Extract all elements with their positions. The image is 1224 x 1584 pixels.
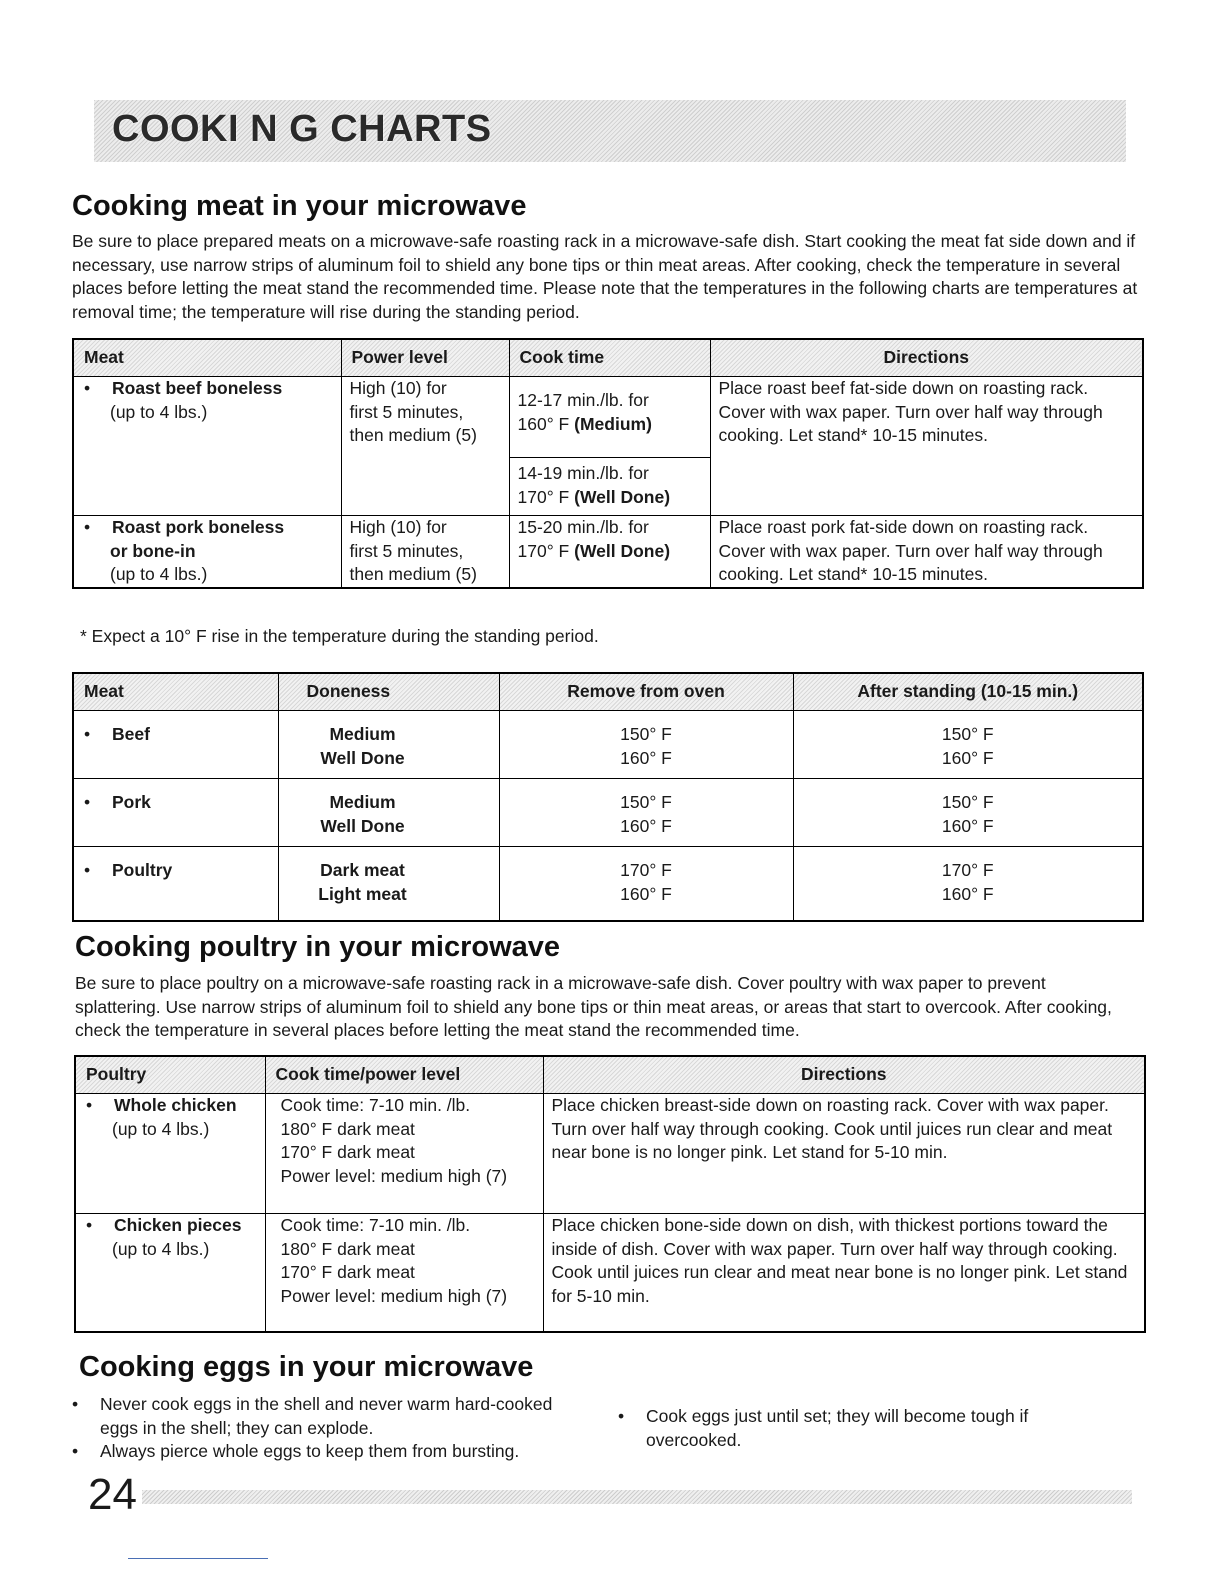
- meat-cell: [73, 847, 278, 921]
- cook-doneness: (Well Done): [574, 486, 671, 507]
- table-header-row: [75, 1056, 1145, 1094]
- cook-line: Power level: medium high (7): [280, 1165, 508, 1186]
- power-level-cell: [341, 377, 509, 516]
- egg-tip: Cook eggs just until set; they will become tough if overcooked.: [646, 1406, 1029, 1450]
- poultry-heading: Cooking poultry in your microwave: [75, 931, 561, 963]
- temp-value: 160° F: [941, 883, 994, 904]
- meat-cooking-table: [72, 338, 1144, 589]
- cook-time-cell: [265, 1094, 543, 1214]
- col-header-remove-from-oven: Remove from oven: [499, 673, 793, 711]
- temp-value: 160° F: [941, 815, 994, 836]
- power-line: then medium (5): [349, 564, 477, 584]
- col-header-after-standing: After standing (10-15 min.): [793, 673, 1143, 711]
- cook-time-line: 15-20 min./lb. for: [517, 517, 649, 537]
- temp-value: 150° F: [620, 724, 672, 744]
- cook-line: 170° F dark meat: [280, 1262, 415, 1282]
- standing-temperature-table: [72, 672, 1144, 922]
- after-temp-cell: [793, 847, 1143, 921]
- doneness-value: Medium: [329, 792, 396, 812]
- cook-line: Power level: medium high (7): [280, 1285, 508, 1306]
- cook-line: Cook time: 7-10 min. /lb.: [280, 1095, 471, 1115]
- bullet-icon: •: [84, 724, 91, 744]
- power-level-cell: [341, 516, 509, 588]
- poultry-item-weight: (up to 4 lbs.): [112, 1238, 210, 1259]
- poultry-intro: Be sure to place poultry on a microwave-safe roasting rack in a microwave-safe dish. Cover poultry with wax paper to prevent splattering. Use narrow strips of aluminum foil to shield any bone tips or thin meat areas, or areas that start to overcook. After cooking, check the temperature in several places before letting the meat stand the recommended time.: [75, 973, 1112, 1040]
- cook-line: Cook time: 7-10 min. /lb.: [280, 1215, 471, 1235]
- list-item: [72, 1393, 572, 1440]
- bullet-icon: •: [84, 860, 91, 880]
- doneness-value: Dark meat: [320, 860, 405, 880]
- bullet-icon: •: [84, 378, 91, 398]
- table-row: [73, 779, 1143, 847]
- cook-line: 180° F dark meat: [280, 1238, 415, 1259]
- doneness-value: Light meat: [318, 883, 407, 904]
- power-line: then medium (5): [349, 425, 477, 445]
- temp-value: 150° F: [941, 724, 994, 744]
- meat-intro: Be sure to place prepared meats on a microwave-safe roasting rack in a microwave-safe dish. Start cooking the meat fat side down and if necessary, use narrow strips of aluminum foil to shield any bone tips or thin meat areas. After cooking, check the temperature in several places before letting the meat stand the recommended time. Please note that the temperatures in the following charts are temperatures at removal time; the temperature will rise during the standing period.: [72, 231, 1138, 322]
- temp-value: 150° F: [941, 792, 994, 812]
- list-item: [618, 1405, 1098, 1452]
- cook-time-cell: [509, 516, 710, 588]
- temp-value: 160° F: [620, 883, 672, 904]
- meat-item-cell: [73, 377, 341, 516]
- bullet-icon: •: [72, 1441, 79, 1461]
- meat-name: Pork: [112, 792, 151, 812]
- cook-time-line: 12-17 min./lb. for: [517, 390, 649, 410]
- poultry-item-name: Whole chicken: [114, 1095, 237, 1115]
- cook-temp: 160° F: [517, 413, 575, 434]
- table-row: [75, 1094, 1145, 1214]
- col-header-cook-time: Cook time: [509, 339, 710, 377]
- meat-name: Poultry: [112, 860, 173, 880]
- directions-cell: Place chicken breast-side down on roasting rack. Cover with wax paper. Turn over half way through cooking. Cook until juices run clear and meat near bone is no longer pink. Let stand for 5-10 min.: [543, 1094, 1145, 1214]
- table-row: [73, 711, 1143, 779]
- cook-doneness: (Well Done): [574, 540, 671, 561]
- cook-doneness: (Medium): [574, 413, 652, 434]
- bullet-icon: •: [72, 1394, 79, 1414]
- power-line: first 5 minutes,: [349, 401, 464, 422]
- cook-time-cell: [265, 1214, 543, 1332]
- bullet-icon: •: [86, 1215, 93, 1235]
- col-header-directions: Directions: [710, 339, 1143, 377]
- power-line: High (10) for: [349, 517, 447, 537]
- col-header-meat: Meat: [73, 673, 278, 711]
- eggs-tips-left: [72, 1393, 572, 1464]
- meat-heading: Cooking meat in your microwave: [72, 190, 527, 222]
- cook-line: 170° F dark meat: [280, 1142, 415, 1162]
- poultry-item-weight: (up to 4 lbs.): [112, 1118, 210, 1139]
- poultry-cooking-table: [74, 1055, 1146, 1333]
- bullet-icon: •: [84, 517, 91, 537]
- col-header-doneness: Doneness: [278, 673, 499, 711]
- temp-value: 170° F: [941, 860, 994, 880]
- col-header-meat: Meat: [73, 339, 341, 377]
- meat-name: Beef: [112, 724, 150, 744]
- meat-item-name: Roast beef boneless: [112, 378, 283, 398]
- cook-temp: 170° F: [517, 540, 575, 561]
- remove-temp-cell: [499, 711, 793, 779]
- directions-cell: Place chicken bone-side down on dish, with thickest portions toward the inside of dish. Cover with wax paper. Turn over half way through cooking. Cook until juices run clear and meat near bone is no longer pink. Let stand for 5-10 min.: [543, 1214, 1145, 1332]
- doneness-cell: [278, 711, 499, 779]
- temp-value: 160° F: [620, 815, 672, 836]
- col-header-directions: Directions: [543, 1056, 1145, 1094]
- power-line: High (10) for: [349, 378, 447, 398]
- table-header-row: [73, 673, 1143, 711]
- doneness-value: Well Done: [320, 815, 405, 836]
- table-row: [73, 516, 1143, 588]
- remove-temp-cell: [499, 779, 793, 847]
- table-row: [73, 377, 1143, 516]
- col-header-cook-time-power: Cook time/power level: [265, 1056, 543, 1094]
- temp-value: 160° F: [620, 747, 672, 768]
- directions-cell: Place roast beef fat-side down on roasting rack. Cover with wax paper. Turn over half way through cooking. Let stand* 10-15 minutes.: [710, 377, 1143, 516]
- meat-item-name: Roast pork boneless: [112, 517, 285, 537]
- temp-value: 150° F: [620, 792, 672, 812]
- table-header-row: [73, 339, 1143, 377]
- cook-temp: 170° F: [517, 486, 575, 507]
- doneness-cell: [278, 847, 499, 921]
- list-item: [72, 1440, 572, 1464]
- bullet-icon: •: [86, 1095, 93, 1115]
- meat-item-cell: [73, 516, 341, 588]
- page-number: 24: [88, 1470, 137, 1519]
- egg-tip: Always pierce whole eggs to keep them from bursting.: [100, 1441, 520, 1461]
- directions-cell: Place roast pork fat-side down on roasting rack. Cover with wax paper. Turn over half way through cooking. Let stand* 10-15 minutes.: [710, 516, 1143, 588]
- meat-item-weight: (up to 4 lbs.): [110, 564, 208, 584]
- meat-cell: [73, 779, 278, 847]
- doneness-value: Medium: [329, 724, 396, 744]
- power-line: first 5 minutes,: [349, 540, 464, 561]
- poultry-item-cell: [75, 1094, 265, 1214]
- footer-rule: [128, 1558, 268, 1559]
- temp-value: 170° F: [620, 860, 672, 880]
- cook-line: 180° F dark meat: [280, 1118, 415, 1139]
- remove-temp-cell: [499, 847, 793, 921]
- bullet-icon: •: [84, 792, 91, 812]
- table-row: [73, 847, 1143, 921]
- meat-item-name-cont: or bone-in: [110, 540, 196, 561]
- after-temp-cell: [793, 711, 1143, 779]
- eggs-tips-right: [618, 1405, 1098, 1452]
- temp-value: 160° F: [941, 747, 994, 768]
- egg-tip: Never cook eggs in the shell and never warm hard-cooked eggs in the shell; they can explode.: [100, 1394, 553, 1438]
- col-header-power-level: Power level: [341, 339, 509, 377]
- cook-time-line: 14-19 min./lb. for: [517, 463, 649, 483]
- col-header-poultry: Poultry: [75, 1056, 265, 1094]
- meat-cell: [73, 711, 278, 779]
- table-row: [75, 1214, 1145, 1332]
- standing-footnote: * Expect a 10° F rise in the temperature during the standing period.: [80, 626, 599, 646]
- page-title: COOKI N G CHARTS: [112, 108, 492, 150]
- poultry-item-name: Chicken pieces: [114, 1215, 242, 1235]
- footer-band: [142, 1490, 1132, 1504]
- after-temp-cell: [793, 779, 1143, 847]
- doneness-value: Well Done: [320, 747, 405, 768]
- section-banner: [94, 100, 1126, 162]
- bullet-icon: •: [618, 1406, 625, 1426]
- cook-time-cell: [509, 377, 710, 516]
- meat-item-weight: (up to 4 lbs.): [110, 401, 208, 422]
- doneness-cell: [278, 779, 499, 847]
- poultry-item-cell: [75, 1214, 265, 1332]
- eggs-heading: Cooking eggs in your microwave: [79, 1351, 534, 1383]
